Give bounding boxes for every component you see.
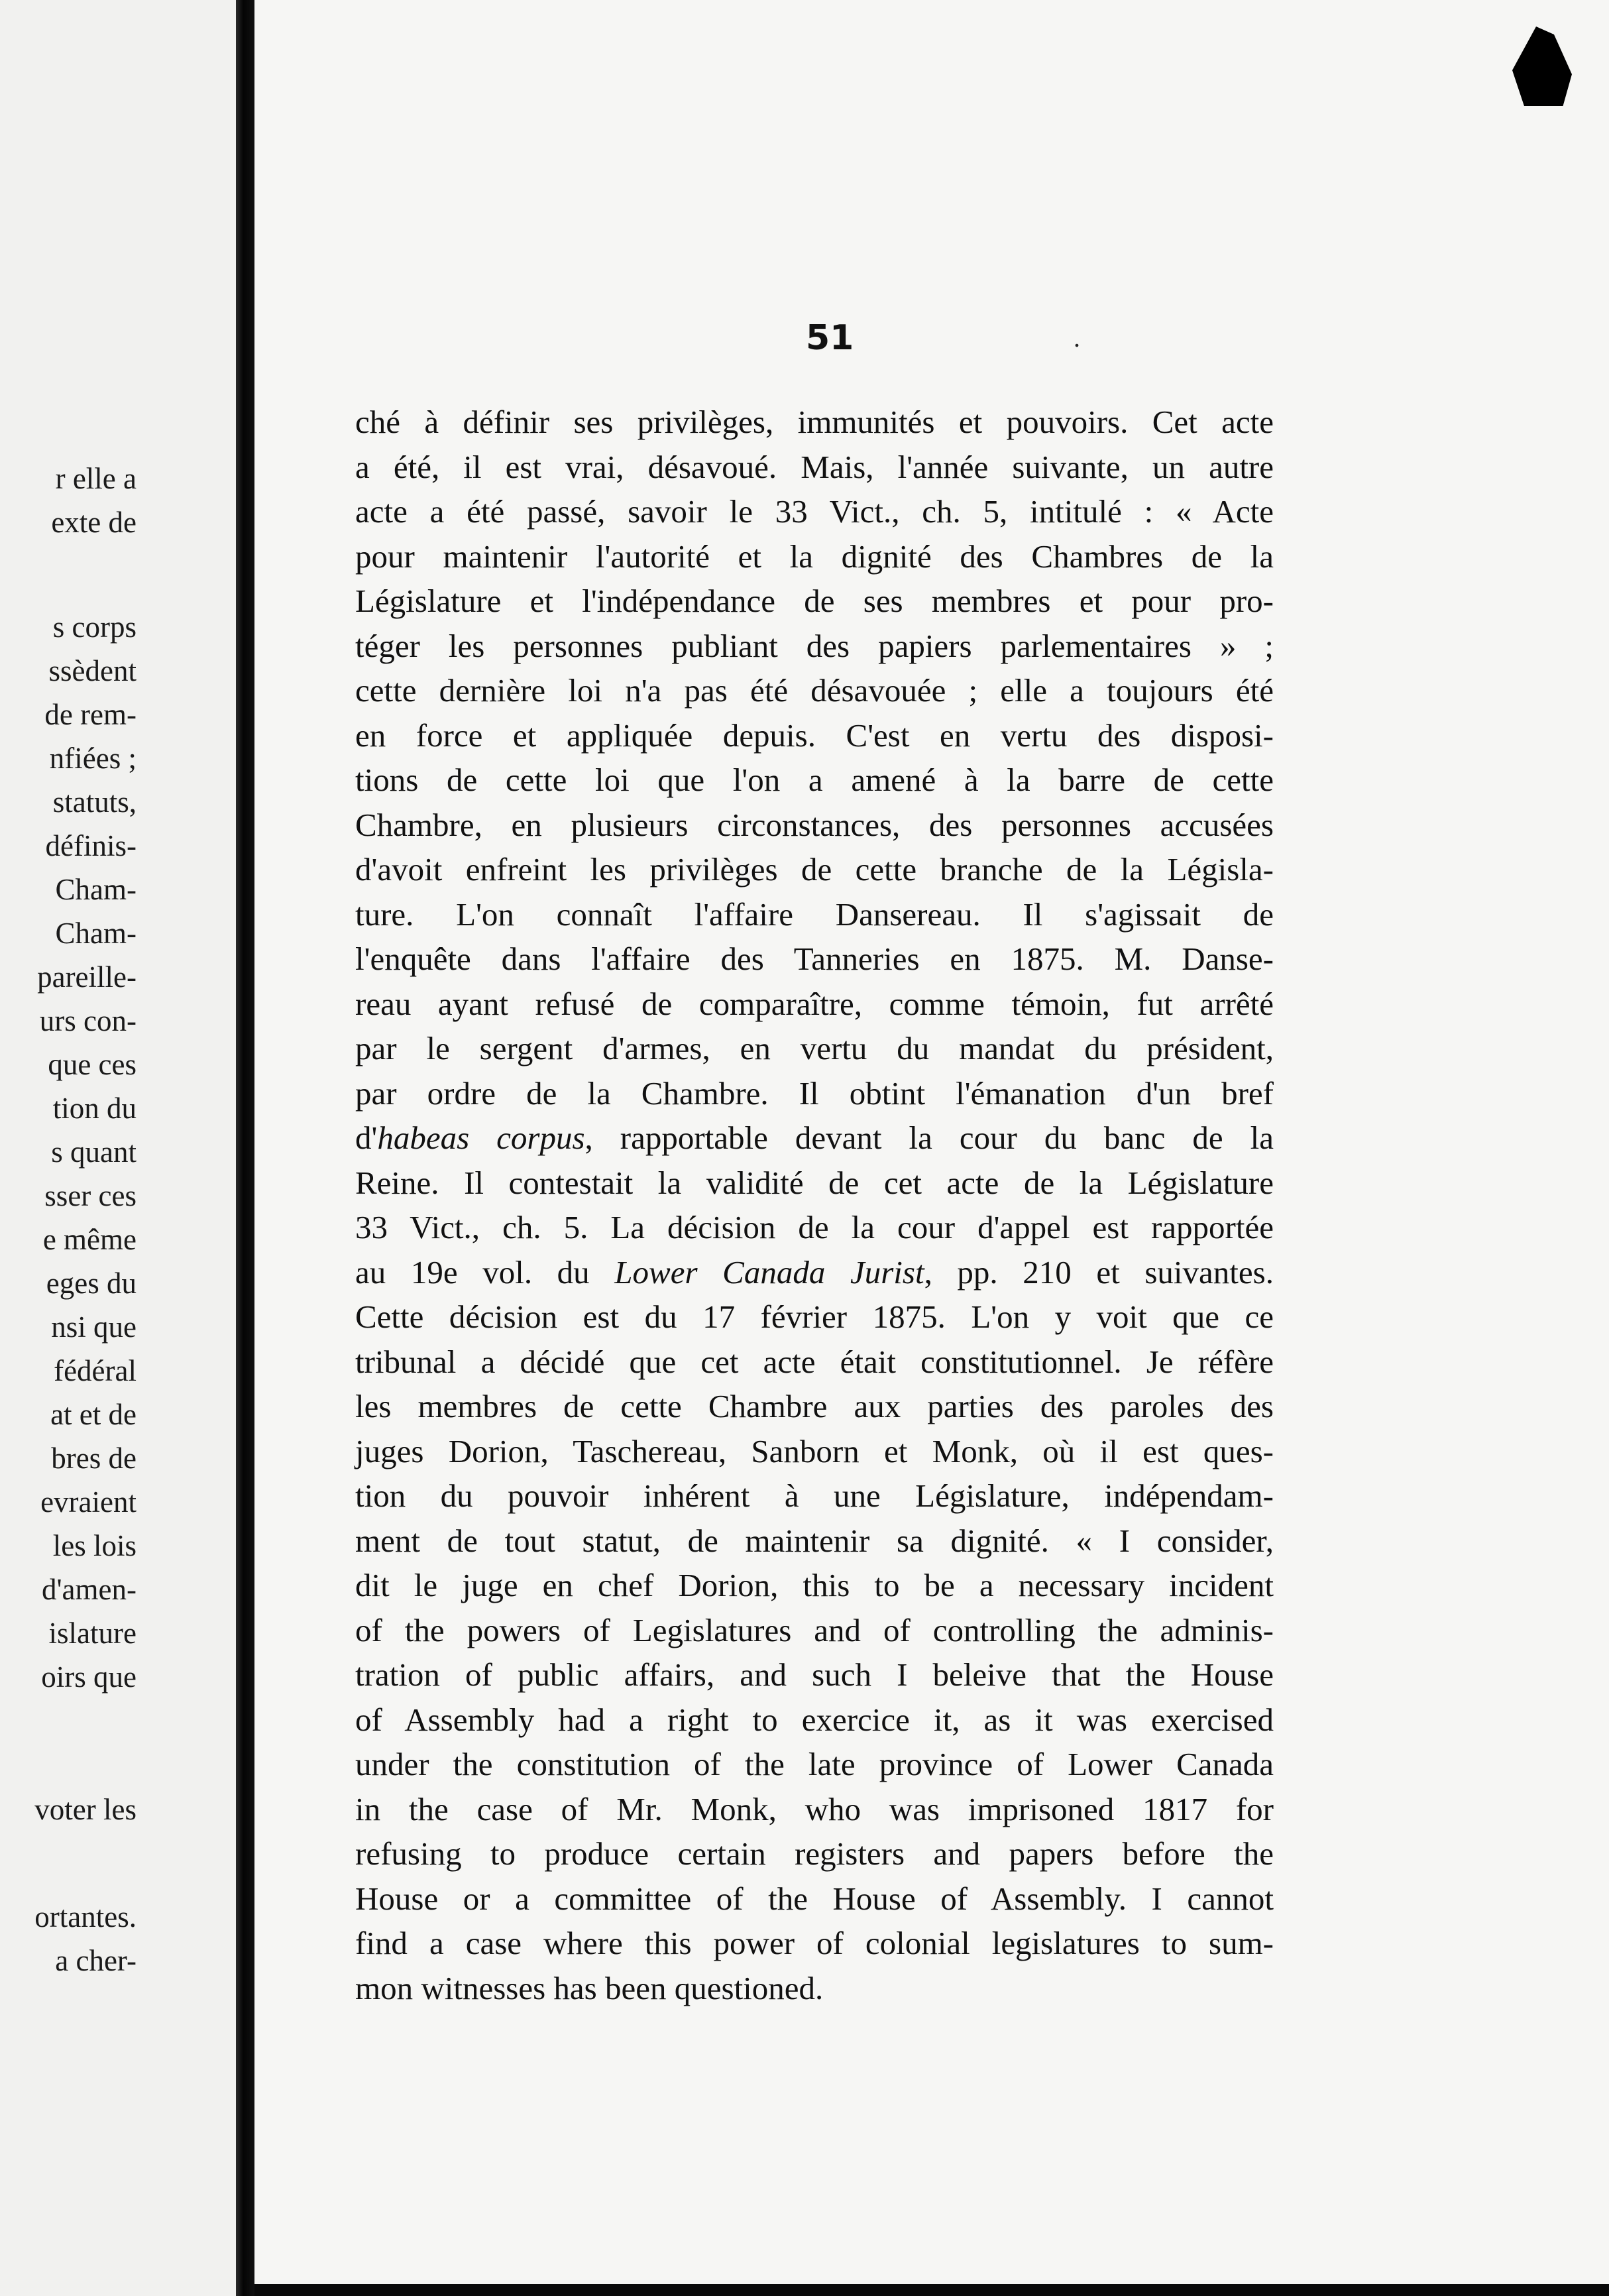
left-page-line: evraient	[40, 1485, 137, 1519]
text-line: in the case of Mr. Monk, who was imprisoned 1817 for	[355, 1790, 1274, 1827]
body-text	[355, 400, 1274, 2010]
text-segment: d'	[355, 1119, 378, 1156]
text-line: d'avoit enfreint les privilèges de cette branche de la Législa-	[355, 851, 1274, 888]
left-page-line: pareille-	[37, 960, 137, 994]
left-page-line: sser ces	[44, 1179, 137, 1212]
page-gutter	[236, 0, 254, 2296]
text-line-last: mon witnesses has been questioned.	[355, 1969, 824, 2006]
left-page-line: que ces	[48, 1048, 137, 1081]
left-page-line: r elle a	[55, 462, 137, 495]
left-page-line: e même	[42, 1223, 137, 1256]
left-page-line: s quant	[51, 1135, 137, 1169]
text-line: House or a committee of the House of Assembly. I cannot	[355, 1880, 1274, 1917]
left-page-line: de rem-	[44, 698, 137, 731]
page-number: 51	[806, 318, 854, 358]
text-line: Reine. Il contestait la validité de cet acte de la Législature	[355, 1164, 1274, 1201]
text-line: juges Dorion, Taschereau, Sanborn et Monk, où il est ques-	[355, 1432, 1274, 1469]
italic-title: Lower Canada Jurist	[614, 1253, 924, 1291]
text-line	[355, 1116, 1274, 1161]
left-page-line: Cham-	[55, 873, 137, 906]
left-facing-page	[0, 0, 236, 2296]
text-line: ché à définir ses privilèges, immunités et pouvoirs. Cet acte	[355, 404, 1274, 440]
text-line: ture. L'on connaît l'affaire Dansereau. Il s'agissait de	[355, 895, 1274, 933]
text-line: Chambre, en plusieurs circonstances, des personnes accusées	[355, 806, 1274, 843]
text-line: cette dernière loi n'a pas été désavouée ; elle a toujours été	[355, 672, 1274, 709]
main-page	[254, 0, 1609, 2296]
left-page-line: islature	[48, 1617, 137, 1650]
text-line: pour maintenir l'autorité et la dignité des Chambres de la	[355, 538, 1274, 575]
text-line: a été, il est vrai, désavoué. Mais, l'année suivante, un autre	[355, 448, 1274, 485]
text-line: tration of public affairs, and such I beleive that the House	[355, 1656, 1274, 1693]
text-line	[355, 1250, 1274, 1295]
left-page-line: ortantes.	[34, 1900, 137, 1933]
text-line: téger les personnes publiant des papiers parlementaires » ;	[355, 627, 1274, 664]
text-line: of Assembly had a right to exercice it, as it was exercised	[355, 1701, 1274, 1738]
left-page-line: d'amen-	[41, 1573, 137, 1606]
text-line: Cette décision est du 17 février 1875. L'on y voit que ce	[355, 1298, 1274, 1335]
left-page-line: oirs que	[41, 1660, 137, 1693]
left-page-line: définis-	[45, 829, 137, 862]
left-page-line: les lois	[52, 1529, 137, 1562]
left-page-line: nfiées ;	[49, 742, 137, 775]
text-line: under the constitution of the late province of Lower Canada	[355, 1746, 1274, 1782]
bottom-edge	[254, 2284, 1609, 2296]
left-page-line: exte de	[51, 506, 137, 539]
left-page-line: urs con-	[39, 1004, 137, 1037]
text-line: tions de cette loi que l'on a amené à la barre de cette	[355, 762, 1274, 798]
left-page-line: tion du	[52, 1092, 137, 1125]
text-line: les membres de cette Chambre aux parties des paroles des	[355, 1388, 1274, 1424]
page-dot: .	[1074, 323, 1080, 353]
left-page-line: voter les	[34, 1793, 137, 1826]
text-line: par ordre de la Chambre. Il obtint l'émanation d'un bref	[355, 1074, 1274, 1112]
text-line: en force et appliquée depuis. C'est en vertu des disposi-	[355, 717, 1274, 754]
text-line: 33 Vict., ch. 5. La décision de la cour d'appel est rapportée	[355, 1209, 1274, 1245]
text-segment: , pp. 210 et suivantes.	[924, 1253, 1274, 1291]
text-line: of the powers of Legislatures and of controlling the adminis-	[355, 1611, 1274, 1648]
left-page-line: at et de	[50, 1398, 137, 1431]
text-line: acte a été passé, savoir le 33 Vict., ch. 5, intitulé : « Acte	[355, 493, 1274, 530]
left-page-line: statuts,	[52, 785, 137, 819]
text-line: reau ayant refusé de comparaître, comme témoin, fut arrêté	[355, 985, 1274, 1022]
text-line: par le sergent d'armes, en vertu du mandat du président,	[355, 1030, 1274, 1066]
text-segment: au 19e vol. du	[355, 1253, 615, 1291]
left-page-line: eges du	[46, 1267, 137, 1300]
text-line: find a case where this power of colonial legislatures to sum-	[355, 1925, 1274, 1961]
left-page-line: ssèdent	[48, 654, 137, 687]
text-line: tribunal a décidé que cet acte était constitutionnel. Je réfère	[355, 1343, 1274, 1380]
left-page-line: bres de	[51, 1442, 137, 1475]
text-segment: , rapportable devant la cour du banc de la	[584, 1119, 1274, 1156]
text-line: tion du pouvoir inhérent à une Législature, indépendam-	[355, 1477, 1274, 1514]
text-line: refusing to produce certain registers and papers before the	[355, 1835, 1274, 1872]
left-page-line: Cham-	[55, 917, 137, 950]
text-line: dit le juge en chef Dorion, this to be a necessary incident	[355, 1567, 1274, 1603]
left-page-line: nsi que	[51, 1310, 137, 1344]
italic-title: habeas corpus	[377, 1119, 585, 1156]
text-line: ment de tout statut, de maintenir sa dignité. « I consider,	[355, 1522, 1274, 1559]
left-page-line: a cher-	[55, 1944, 137, 1977]
text-line: l'enquête dans l'affaire des Tanneries en 1875. M. Danse-	[355, 941, 1274, 977]
left-page-line: s corps	[52, 610, 137, 644]
text-line: Législature et l'indépendance de ses membres et pour pro-	[355, 583, 1274, 619]
left-page-line: fédéral	[54, 1354, 137, 1387]
